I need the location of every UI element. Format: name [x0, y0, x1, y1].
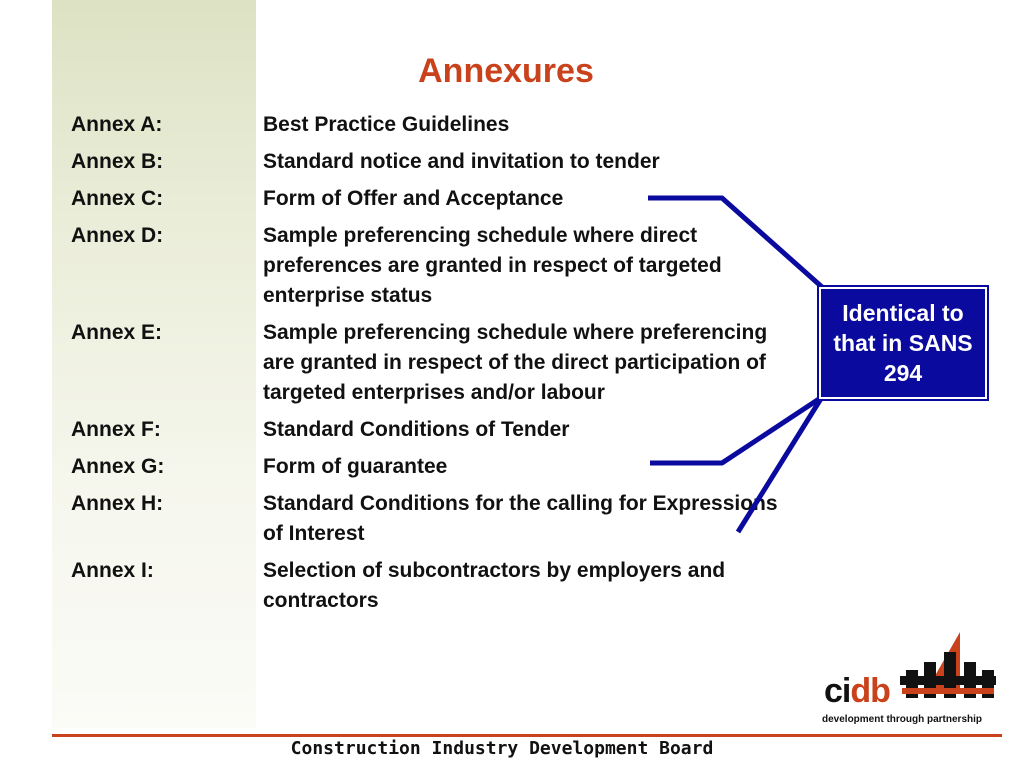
annex-id: Annex C:	[71, 187, 164, 210]
cidb-logo-wordmark	[824, 672, 890, 711]
annex-description: Sample preferencing schedule where preferencing are granted in respect of the direct participation of targeted enterprises and/or labour	[263, 321, 768, 404]
connector-line-annex-f	[650, 397, 822, 463]
annex-id: Annex I:	[71, 559, 154, 582]
annex-description: Standard notice and invitation to tender	[263, 150, 660, 173]
annex-description: Best Practice Guidelines	[263, 113, 510, 136]
annex-id: Annex B:	[71, 150, 164, 173]
annex-description: Standard Conditions for the calling for Expressions of Interest	[263, 492, 778, 545]
cidb-logo-mark	[898, 632, 998, 702]
annex-description: Selection of subcontractors by employers and contractors	[263, 559, 726, 612]
annex-description: Form of Offer and Acceptance	[263, 187, 564, 210]
connector-line-annex-c	[648, 198, 822, 287]
annex-description: Sample preferencing schedule where direct preferences are granted in respect of targeted enterprise status	[263, 224, 722, 307]
logo-tagline: development through partnership	[822, 714, 983, 725]
logo-word-accent: db	[850, 672, 890, 710]
annex-id: Annex H:	[71, 492, 164, 515]
logo-word-prefix: ci	[824, 672, 851, 710]
annex-id: Annex G:	[71, 455, 165, 478]
annex-id: Annex A:	[71, 113, 163, 136]
callout-box	[819, 287, 987, 399]
annex-id: Annex E:	[71, 321, 163, 344]
callout-text: Identical to that in SANS 294	[833, 300, 973, 386]
annex-description: Standard Conditions of Tender	[263, 418, 570, 441]
cidb-logo	[820, 632, 1006, 732]
connector-line-annex-h	[738, 397, 822, 532]
footer-divider	[52, 734, 1002, 737]
annex-description: Form of guarantee	[263, 455, 448, 478]
annex-id: Annex D:	[71, 224, 164, 247]
slide-title: Annexures	[418, 52, 594, 90]
footer-text: Construction Industry Development Board	[290, 738, 714, 759]
annex-id: Annex F:	[71, 418, 161, 441]
